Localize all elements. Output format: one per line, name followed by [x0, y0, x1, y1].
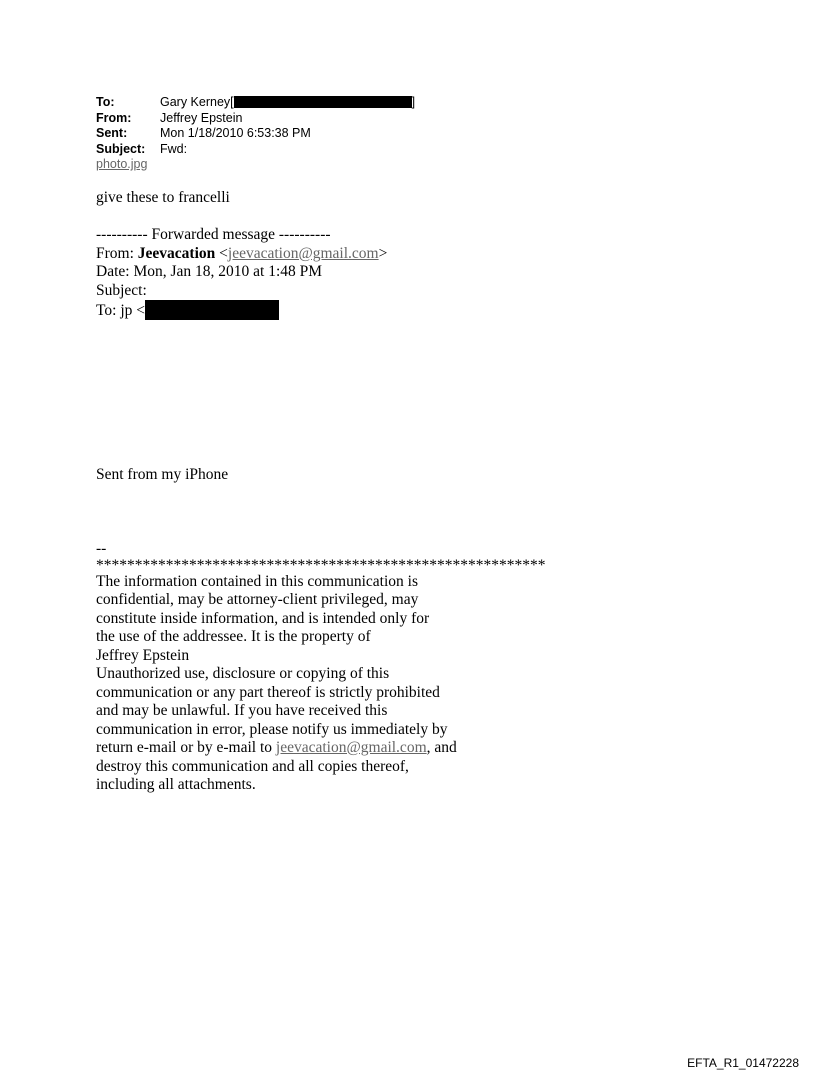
forward-marker: ---------- Forwarded message ----------	[96, 226, 331, 243]
disclaimer-line: constitute inside information, and is intended only for	[96, 609, 430, 627]
fwd-from-email-link[interactable]: jeevacation@gmail.com	[227, 244, 379, 262]
subject-value: Fwd:	[160, 141, 188, 156]
from-label: From:	[96, 110, 132, 125]
disclaimer-dashes: --	[96, 540, 107, 557]
to-value: Gary Kerney[	[160, 95, 234, 109]
disclaimer-block	[96, 540, 546, 795]
sent-value: Mon 1/18/2010 6:53:38 PM	[160, 126, 311, 140]
document-id: EFTA_R1_01472228	[687, 1056, 799, 1070]
sent-row	[96, 126, 415, 142]
disclaimer-return-line	[96, 739, 546, 758]
to-close: ]	[411, 95, 416, 109]
intro-line: give these to francelli	[96, 189, 230, 206]
forwarded-block	[96, 226, 387, 321]
disclaimer-line: communication in error, please notify us immediately by	[96, 720, 448, 738]
fwd-from-line: From: Jeevacation <jeevacation@gmail.com>	[96, 244, 388, 262]
disclaimer-line: Jeffrey Epstein	[96, 646, 190, 664]
disclaimer-stars: **********************************************************	[96, 556, 546, 574]
subject-label: Subject:	[96, 141, 146, 156]
fwd-subject-line: Subject:	[96, 281, 147, 299]
subject-row	[96, 142, 415, 158]
to-row	[96, 95, 415, 111]
disclaimer-line: and may be unlawful. If you have received this	[96, 702, 388, 719]
redaction-box	[145, 300, 279, 320]
disclaimer-line: Unauthorized use, disclosure or copying of this	[96, 665, 390, 682]
return-email-link[interactable]: jeevacation@gmail.com	[275, 739, 427, 756]
fwd-from-name: Jeevacation	[137, 244, 216, 262]
fwd-date-line: Date: Mon, Jan 18, 2010 at 1:48 PM	[96, 263, 323, 280]
email-header	[96, 95, 415, 173]
fwd-to-text: To: jp <	[96, 302, 145, 319]
disclaimer-line: communication or any part thereof is strictly prohibited	[96, 683, 440, 701]
fwd-to-line	[96, 300, 387, 321]
signature-line: Sent from my iPhone	[96, 466, 229, 483]
to-label: To:	[96, 95, 115, 109]
disclaimer-line: The information contained in this communication is	[96, 572, 418, 590]
attachment-row	[96, 157, 415, 173]
disclaimer-line: confidential, may be attorney-client privileged, may	[96, 591, 419, 608]
sent-label: Sent:	[96, 126, 128, 140]
from-value: Jeffrey Epstein	[160, 110, 243, 125]
return-prefix: return e-mail or by e-mail to	[96, 739, 276, 756]
return-suffix: , and	[426, 739, 457, 756]
from-row	[96, 111, 415, 127]
attachment-link[interactable]: photo.jpg	[96, 157, 148, 171]
disclaimer-line: destroy this communication and all copies thereof,	[96, 757, 409, 775]
redaction-box	[234, 96, 412, 108]
fwd-from-label: From:	[96, 244, 134, 262]
disclaimer-line: including all attachments.	[96, 776, 256, 793]
disclaimer-line: the use of the addressee. It is the property of	[96, 628, 371, 645]
